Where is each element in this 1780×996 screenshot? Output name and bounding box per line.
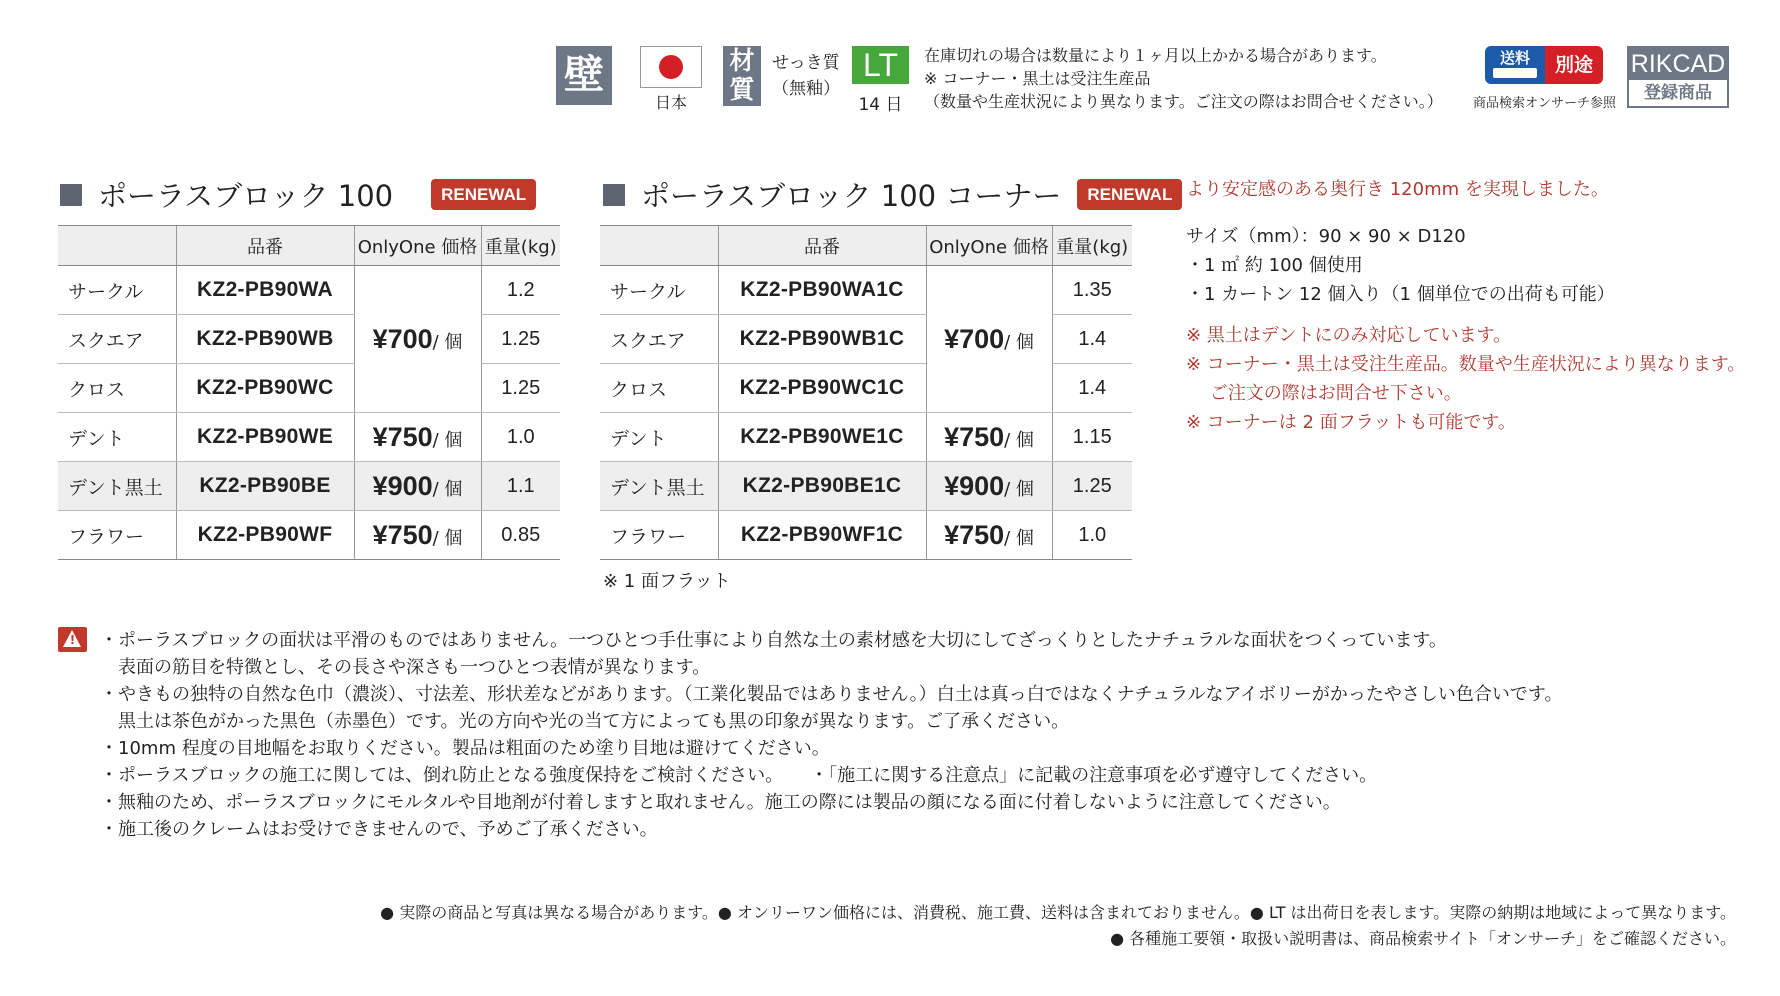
row-name: クロス: [58, 364, 176, 413]
material-label: せっき質 （無釉）: [772, 53, 840, 99]
row-code: KZ2-PB90WB1C: [718, 315, 926, 364]
row-code: KZ2-PB90BE1C: [718, 462, 926, 511]
row-code: KZ2-PB90WE: [176, 413, 354, 462]
price-unit: / 個: [1004, 478, 1034, 500]
row-code: KZ2-PB90WC: [176, 364, 354, 413]
caution-text: ・ポーラスブロックの面状は平滑のものではありません。一つひとつ手仕事により自然な土の素材感を大切にしてざっくりとしたナチュラルな面状をつくっています。 表面の筋目を特徴とし、その長さや深さも一つひとつ表情が異なります。 ・やきもの独特の自然な色巾（濃淡）、寸法差、形状差などがあります。（工業化製品ではありません。）白土は真っ白ではなくナチュラルなアイボリーがかったやさしい色合いです。 黒土は茶色がかった黒色（赤墨色）です。光の方向や光の当て方によっても黒の印象が異なります。ご了承ください。 ・10mm 程度の目地幅をお取りください。製品は粗面のため塗り目地は避けてください。 ・ポーラスブロックの施工に関しては、倒れ防止となる強度保持をご検討ください。 ・「施工に関する注意点」に記載の注意事項を必ず遵守してください。 ・無釉のため、ポーラスブロックにモルタルや目地剤が付着しますと取れません。施工の際には製品の顔になる面に付着しないように注意してください。 ・施工後のクレームはお受けできませんので、予めご了承ください。: [100, 630, 1563, 840]
row-name: フラワー: [600, 511, 718, 560]
row-name: スクエア: [58, 315, 176, 364]
row-price: [926, 413, 1052, 462]
row-code: KZ2-PB90BE: [176, 462, 354, 511]
row-weight: 1.1: [481, 462, 560, 511]
rikcad-badge-top: RIKCAD: [1630, 50, 1726, 78]
price-value: ¥900: [944, 470, 1005, 501]
row-price: [354, 511, 481, 560]
row-code: KZ2-PB90WB: [176, 315, 354, 364]
table-row: [600, 511, 1132, 560]
row-code: KZ2-PB90WE1C: [718, 413, 926, 462]
row-weight: 1.25: [481, 315, 560, 364]
price-unit: / 個: [432, 478, 463, 500]
lead-time-icon: LT: [852, 46, 909, 84]
table-row: [600, 315, 1132, 364]
row-price: [354, 266, 481, 413]
row-weight: 1.35: [1052, 266, 1132, 315]
row-code: KZ2-PB90WF: [176, 511, 354, 560]
table-row: [58, 315, 560, 364]
price-unit: / 個: [432, 331, 463, 353]
row-name: スクエア: [600, 315, 718, 364]
row-name: サークル: [58, 266, 176, 315]
price-unit: / 個: [1004, 331, 1034, 353]
row-code: KZ2-PB90WA: [176, 266, 354, 315]
row-price: [354, 413, 481, 462]
stock-note: 在庫切れの場合は数量により１ヶ月以上かかる場合があります。 ※ コーナー・黒土は受注生産品 （数量や生産状況により異なります。ご注文の際はお問合せください。）: [924, 46, 1443, 111]
row-name: デント黒土: [58, 462, 176, 511]
table-header-name: [58, 226, 176, 266]
info-lead: より安定感のある奥行き 120mm を実現しました。: [1186, 179, 1609, 200]
row-name: デント: [58, 413, 176, 462]
row-code: KZ2-PB90WA1C: [718, 266, 926, 315]
product-table-standard: [58, 225, 560, 560]
row-price: [926, 511, 1052, 560]
table-row: [600, 364, 1132, 413]
row-weight: 0.85: [481, 511, 560, 560]
table-row: [600, 266, 1132, 315]
table-header-weight: 重量(kg): [481, 226, 560, 266]
row-code: KZ2-PB90WC1C: [718, 364, 926, 413]
row-weight: 1.4: [1052, 364, 1132, 413]
origin-label: 日本: [654, 93, 687, 112]
japan-flag-icon: [640, 46, 702, 88]
row-name: サークル: [600, 266, 718, 315]
table-row: [58, 266, 560, 315]
table-row: [58, 413, 560, 462]
flat-note: ※ 1 面フラット: [603, 571, 731, 592]
price-value: ¥900: [372, 470, 433, 501]
section-title-standard: [60, 174, 536, 215]
rikcad-badge-bottom: 登録商品: [1644, 83, 1712, 103]
table-header-price: OnlyOne 価格: [354, 226, 481, 266]
table-row: [600, 462, 1132, 511]
price-value: ¥750: [372, 519, 433, 550]
price-unit: / 個: [1004, 429, 1034, 451]
renewal-badge: RENEWAL: [1077, 179, 1182, 210]
price-value: ¥700: [372, 323, 433, 354]
row-weight: 1.25: [481, 364, 560, 413]
rikcad-badge-icon: [1627, 46, 1729, 108]
renewal-badge: RENEWAL: [431, 179, 536, 210]
row-name: デント黒土: [600, 462, 718, 511]
section-title-corner: [603, 174, 1182, 215]
table-header-price: OnlyOne 価格: [926, 226, 1052, 266]
row-code: KZ2-PB90WF1C: [718, 511, 926, 560]
row-weight: 1.0: [1052, 511, 1132, 560]
info-body: サイズ（mm）：90 × 90 × D120 ・1 ㎡ 約 100 個使用 ・1 カートン 12 個入り（1 個単位での出荷も可能）: [1186, 226, 1615, 305]
price-unit: / 個: [432, 527, 463, 549]
shipping-label: 商品検索オンサーチ参照: [1472, 96, 1616, 111]
footer-line-2: ● 各種施工要領・取扱い説明書は、商品検索サイト「オンサーチ」をご確認ください。: [1110, 929, 1736, 948]
table-header-code: 品番: [176, 226, 354, 266]
product-table-corner: [600, 225, 1132, 560]
warning-icon: !: [58, 627, 87, 652]
row-weight: 1.4: [1052, 315, 1132, 364]
price-value: ¥750: [944, 519, 1005, 550]
section-title-text: ポーラスブロック 100 コーナー: [641, 179, 1062, 213]
shipping-badge-right: 別途: [1545, 46, 1603, 84]
table-header-weight: 重量(kg): [1052, 226, 1132, 266]
table-row: [58, 511, 560, 560]
row-price: [926, 462, 1052, 511]
material-icon: 材質: [723, 46, 761, 106]
shipping-badge-left: 送料: [1499, 49, 1530, 67]
square-bullet-icon: [603, 184, 625, 206]
price-value: ¥750: [944, 421, 1005, 452]
table-header-code: 品番: [718, 226, 926, 266]
square-bullet-icon: [60, 184, 82, 206]
row-name: フラワー: [58, 511, 176, 560]
table-row: [600, 413, 1132, 462]
row-price: [926, 266, 1052, 413]
table-row: [58, 364, 560, 413]
truck-icon: [1493, 68, 1537, 78]
section-title-text: ポーラスブロック 100: [98, 179, 394, 213]
price-unit: / 個: [1004, 527, 1034, 549]
footer-line-1: ● 実際の商品と写真は異なる場合があります。● オンリーワン価格には、消費税、施工費、送料は含まれておりません。● LT は出荷日を表します。実際の納期は地域によって異なります。: [380, 903, 1736, 922]
row-weight: 1.0: [481, 413, 560, 462]
row-weight: 1.25: [1052, 462, 1132, 511]
price-value: ¥750: [372, 421, 433, 452]
table-header-name: [600, 226, 718, 266]
shipping-badge-icon: [1485, 46, 1603, 84]
table-row: [58, 462, 560, 511]
wall-icon: 壁: [556, 46, 612, 105]
info-red-notes: ※ 黒土はデントにのみ対応しています。 ※ コーナー・黒土は受注生産品。数量や生産状況により異なります。 ご注文の際はお問合せ下さい。 ※ コーナーは 2 面フラットも可能です。: [1186, 325, 1746, 433]
lead-time-label: 14 日: [858, 95, 903, 115]
row-price: [354, 462, 481, 511]
row-name: クロス: [600, 364, 718, 413]
price-unit: / 個: [432, 429, 463, 451]
row-name: デント: [600, 413, 718, 462]
price-value: ¥700: [944, 323, 1005, 354]
row-weight: 1.2: [481, 266, 560, 315]
row-weight: 1.15: [1052, 413, 1132, 462]
